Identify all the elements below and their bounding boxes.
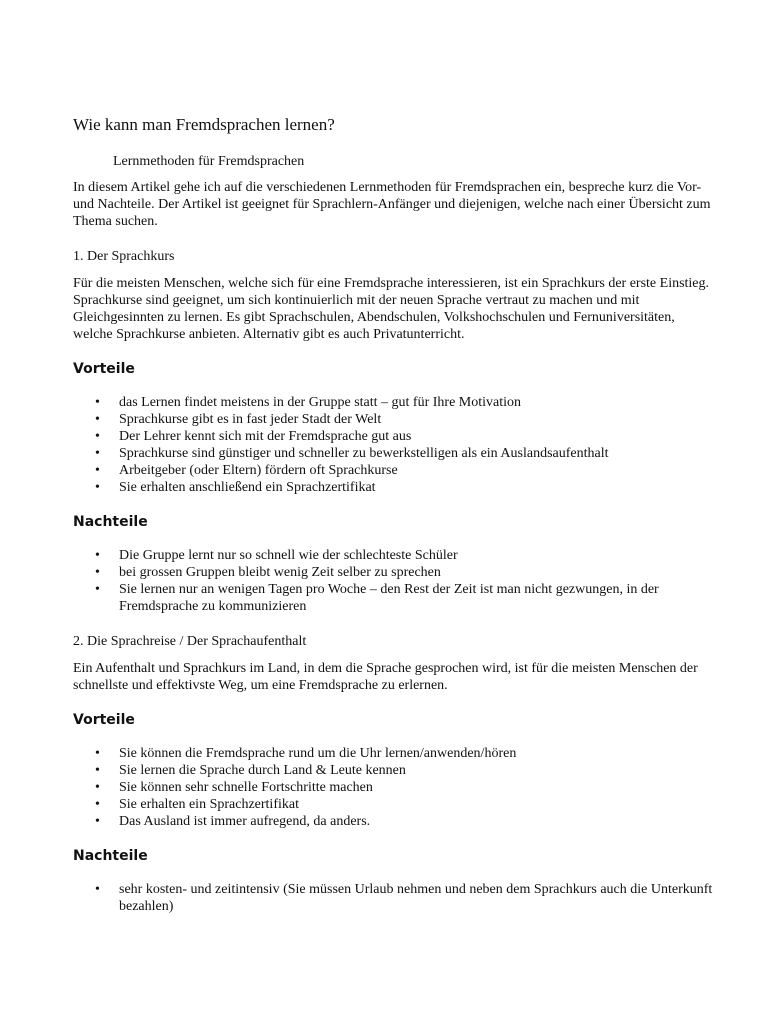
list-item-text: Sprachkurse sind günstiger und schneller zu bewerkstelligen als ein Auslandsaufenthalt [119, 446, 609, 461]
bullet-icon: • [95, 548, 100, 563]
list-item-text: Arbeitgeber (oder Eltern) fördern oft Sprachkurse [119, 463, 398, 478]
bullet-icon: • [95, 429, 100, 444]
list-item [73, 881, 713, 915]
section-paragraph: Für die meisten Menschen, welche sich für eine Fremdsprache interessieren, ist ein Sprachkurs der erste Einstieg. Sprachkurse sind geeignet, um sich kontinuierlich mit der neuen Sprache vertraut zu machen und mit Gleichgesinnten zu lernen. Es gibt Sprachschulen, Abendschulen, Volkshochschulen und Fernuniversitäten, welche Sprachkurse anbieten. Alternativ gibt es auch Privatunterricht. [73, 276, 710, 342]
bullet-icon: • [95, 763, 100, 778]
list-item-text: Sie erhalten ein Sprachzertifikat [119, 797, 299, 812]
list-item [73, 394, 713, 411]
vorteile-heading: Vorteile [73, 712, 135, 728]
list-item-text: Sie erhalten anschließend ein Sprachzertifikat [119, 480, 376, 495]
section-paragraph: Ein Aufenthalt und Sprachkurs im Land, in dem die Sprache gesprochen wird, ist für die meisten Menschen der schnellste und effektivste Weg, um eine Fremdsprache zu erlernen. [73, 661, 698, 693]
document-page [73, 114, 713, 915]
bullet-icon: • [95, 565, 100, 580]
list-item [73, 445, 713, 462]
bullet-icon: • [95, 412, 100, 427]
nachteile-list [73, 881, 713, 915]
section-sprachkurs [73, 248, 713, 615]
nachteile-list [73, 547, 713, 615]
bullet-icon: • [95, 480, 100, 495]
list-item-text: Sie können die Fremdsprache rund um die Uhr lernen/anwenden/hören [119, 746, 517, 761]
document-title: Wie kann man Fremdsprachen lernen? [73, 115, 335, 134]
list-item [73, 428, 713, 445]
vorteile-list [73, 394, 713, 496]
list-item [73, 762, 713, 779]
bullet-icon: • [95, 395, 100, 410]
list-item [73, 745, 713, 762]
vorteile-heading: Vorteile [73, 361, 135, 377]
list-item [73, 779, 713, 796]
section-label: 2. Die Sprachreise / Der Sprachaufenthalt [73, 634, 307, 649]
bullet-icon: • [95, 780, 100, 795]
list-item-text: Sie können sehr schnelle Fortschritte machen [119, 780, 373, 795]
list-item-text: das Lernen findet meistens in der Gruppe statt – gut für Ihre Motivation [119, 395, 522, 410]
list-item [73, 479, 713, 496]
vorteile-list [73, 745, 713, 830]
bullet-icon: • [95, 446, 100, 461]
section-sprachreise [73, 633, 713, 915]
list-item [73, 581, 713, 615]
list-item-text: Sie lernen die Sprache durch Land & Leute kennen [119, 763, 406, 778]
bullet-icon: • [95, 463, 100, 478]
list-item [73, 547, 713, 564]
intro-paragraph: In diesem Artikel gehe ich auf die verschiedenen Lernmethoden für Fremdsprachen ein, bespreche kurz die Vor- und Nachteile. Der Artikel ist geeignet für Sprachlern-Anfänger und diejenigen, welche nach einer Übersicht zum Thema suchen. [73, 180, 711, 229]
list-item-text: Sprachkurse gibt es in fast jeder Stadt der Welt [119, 412, 382, 427]
list-item [73, 796, 713, 813]
bullet-icon: • [95, 582, 100, 597]
list-item-text: Der Lehrer kennt sich mit der Fremdsprache gut aus [119, 429, 412, 444]
list-item [73, 564, 713, 581]
list-item-text: Die Gruppe lernt nur so schnell wie der schlechteste Schüler [119, 548, 458, 563]
bullet-icon: • [95, 814, 100, 829]
list-item-text: Sie lernen nur an wenigen Tagen pro Woche – den Rest der Zeit ist man nicht gezwungen, in der Fremdsprache zu kommunizieren [119, 582, 659, 614]
bullet-icon: • [95, 746, 100, 761]
list-item [73, 411, 713, 428]
list-item-text: bei grossen Gruppen bleibt wenig Zeit selber zu sprechen [119, 565, 441, 580]
list-item [73, 813, 713, 830]
section-label: 1. Der Sprachkurs [73, 249, 175, 264]
document-subtitle: Lernmethoden für Fremdsprachen [113, 154, 305, 169]
nachteile-heading: Nachteile [73, 514, 148, 530]
list-item-text: sehr kosten- und zeitintensiv (Sie müssen Urlaub nehmen und neben dem Sprachkurs auch die Unterkunft bezahlen) [119, 882, 713, 914]
list-item [73, 462, 713, 479]
bullet-icon: • [95, 797, 100, 812]
nachteile-heading: Nachteile [73, 848, 148, 864]
bullet-icon: • [95, 882, 100, 897]
list-item-text: Das Ausland ist immer aufregend, da anders. [119, 814, 371, 829]
